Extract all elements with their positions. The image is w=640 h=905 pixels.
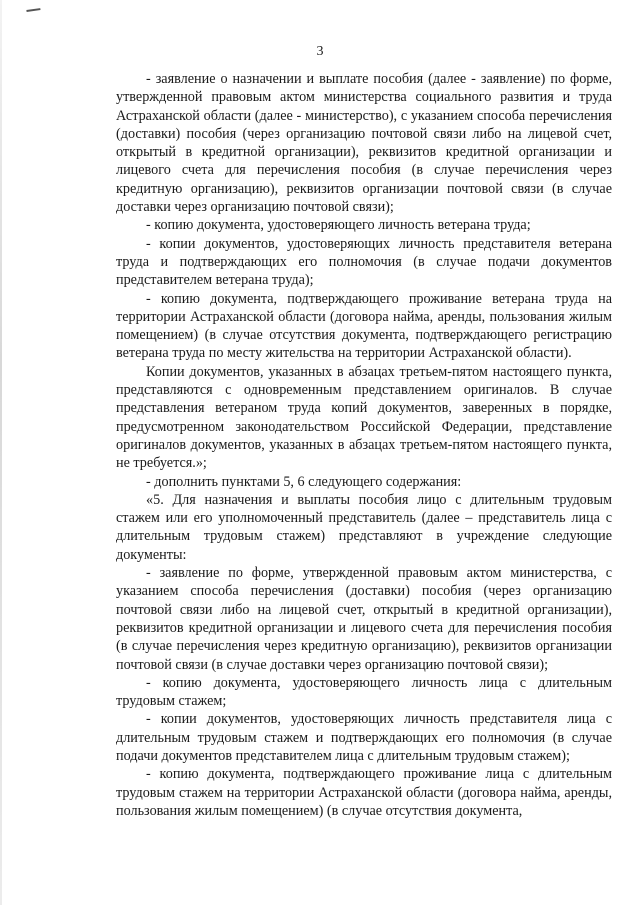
- page-number: 3: [316, 44, 324, 59]
- paragraph-long-service-representative: - копии документов, удостоверяющих личность представителя лица с длительным трудовым стажем и подтверждающих его полномочия (в случае подачи документов представителем лица с длительным трудовым стажем);: [116, 711, 612, 764]
- scan-mark: [26, 8, 41, 20]
- paragraph-long-service-application: - заявление по форме, утвержденной правовым актом министерства, с указанием способа перечисления (доставки) пособия (через организацию почтовой связи либо на лицевой счет, открытый в кредитной организации), реквизитов кредитной организации и лицевого счета для перечисления пособия (в случае перечисления через кредитную организацию), реквизитов организации почтовой связи (в случае доставки через организацию почтовой связи);: [116, 565, 612, 673]
- paragraph-representative-docs: - копии документов, удостоверяющих личность представителя ветерана труда и подтверждающих его полномочия (в случае подачи документов представителем ветерана труда);: [116, 235, 612, 289]
- paragraph-residence-proof: - копию документа, подтверждающего проживание ветерана труда на территории Астраханской области (договора найма, аренды, пользования жилым помещением) (в случае отсутствия документа, подтверждающего регистрацию ветерана труда по месту жительства на территории Астраханской области).: [116, 290, 612, 362]
- scan-edge: [0, 0, 2, 905]
- paragraph-point-5: «5. Для назначения и выплаты пособия лицо с длительным трудовым стажем или его уполномоченный представитель (далее – представитель лица с длительным трудовым стажем) представляют в учреждение следующие документы:: [116, 491, 612, 563]
- paragraph-veteran-id-copy: - копию документа, удостоверяющего личность ветерана труда;: [146, 217, 531, 234]
- paragraph-long-service-residence: - копию документа, подтверждающего проживание лица с длительным трудовым стажем на территории Астраханской области (договора найма, аренды, пользования жилым помещением) (в случае отсутствия документа,: [116, 766, 612, 819]
- paragraph-add-points: - дополнить пунктами 5, 6 следующего содержания:: [146, 473, 462, 490]
- paragraph-long-service-id-copy: - копию документа, удостоверяющего личность лица с длительным трудовым стажем;: [116, 674, 612, 710]
- document-body: [116, 70, 612, 820]
- paragraph-application-form: - заявление о назначении и выплате пособия (далее - заявление) по форме, утвержденной правовым актом министерства социального развития и труда Астраханской области (далее - министерство), с указанием способа перечисления (доставки) пособия (через организацию почтовой связи либо на лицевой счет, открытый в кредитной организации), реквизитов кредитной организации и лицевого счета для перечисления пособия (в случае перечисления через кредитную организацию), реквизитов организации почтовой связи (в случае доставки через организацию почтовой связи);: [116, 71, 612, 216]
- paragraph-copies-originals: Копии документов, указанных в абзацах третьем-пятом настоящего пункта, представляются с одновременным представлением оригиналов. В случае представления ветераном труда копий документов, заверенных в порядке, предусмотренном законодательством Российской Федерации, представление оригиналов документов, указанных в абзацах третьем-пятом настоящего пункта, не требуется.»;: [116, 363, 612, 472]
